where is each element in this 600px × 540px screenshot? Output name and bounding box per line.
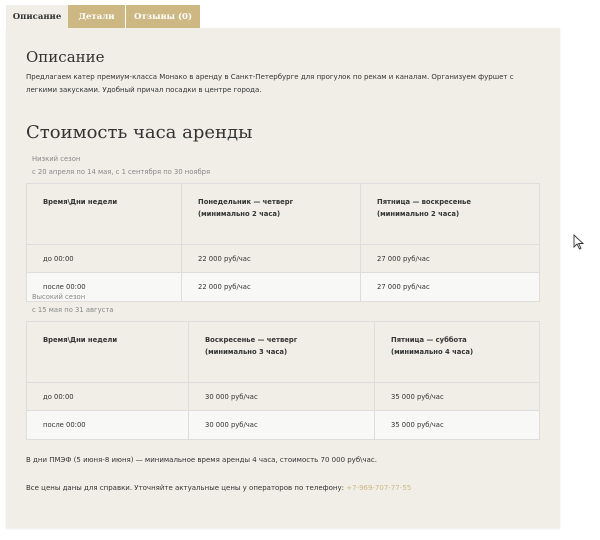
header-cell: Время\Дни недели bbox=[27, 322, 189, 383]
header-cell: Время\Дни недели bbox=[27, 184, 182, 245]
tabs bbox=[6, 5, 200, 28]
season-high-label: Высокий сезон с 15 мая по 31 августа bbox=[32, 293, 114, 314]
phone-link[interactable]: +7-969-707-77-55 bbox=[346, 484, 412, 492]
pmef-note: В дни ПМЭФ (5 июня-8 июня) — минимальное время аренды 4 часа, стоимость 70 000 руб\час. bbox=[26, 456, 378, 464]
header-cell: Понедельник — четверг (минимально 2 часа) bbox=[182, 184, 361, 245]
header-cell: Воскресенье — четверг (минимально 3 часа) bbox=[189, 322, 375, 383]
mouse-cursor-icon bbox=[573, 234, 585, 250]
table-row: до 00:00 30 000 руб/час 35 000 руб/час bbox=[27, 383, 540, 411]
table-row: после 00:00 22 000 руб/час 27 000 руб/час bbox=[27, 273, 540, 302]
price-title: Стоимость часа аренды bbox=[26, 122, 253, 143]
price-table-low bbox=[26, 183, 540, 302]
table-row: до 00:00 22 000 руб/час 27 000 руб/час bbox=[27, 245, 540, 273]
price-table-high bbox=[26, 321, 540, 440]
tab-description[interactable]: Описание bbox=[6, 5, 68, 28]
tab-details[interactable]: Детали bbox=[68, 5, 125, 28]
header-cell: Пятница — суббота (минимально 4 часа) bbox=[375, 322, 540, 383]
season-low-label: Низкий сезон с 20 апреля по 14 мая, с 1 сентября по 30 ноября bbox=[32, 155, 211, 176]
disclaimer: Все цены даны для справки. Уточняйте актуальные цены у операторов по телефону: +7-969-707-77-55 bbox=[26, 484, 412, 492]
section-title: Описание bbox=[26, 48, 105, 66]
tab-reviews[interactable]: Отзывы (0) bbox=[126, 5, 200, 28]
description-panel bbox=[6, 28, 560, 528]
table-row: после 00:00 30 000 руб/час 35 000 руб/час bbox=[27, 411, 540, 440]
description-text: Предлагаем катер премиум-класса Монако в аренду в Санкт-Петербурге для прогулок по рекам и каналам. Организуем фуршет с легкими закусками. Удобный причал посадки в центре города. bbox=[26, 73, 514, 94]
header-cell: Пятница — воскресенье (минимально 2 часа) bbox=[361, 184, 540, 245]
